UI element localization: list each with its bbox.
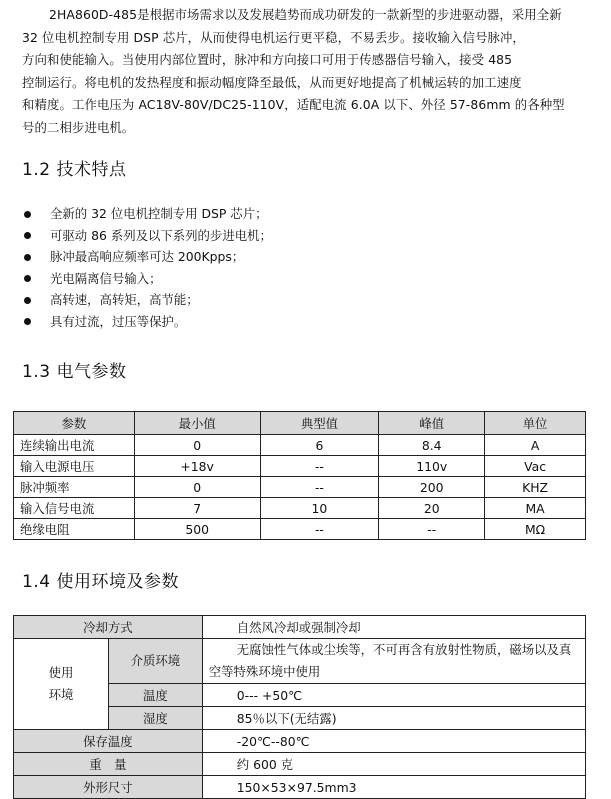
table-cell: 110v bbox=[379, 456, 485, 477]
table-cell: A bbox=[485, 435, 586, 456]
bullet-icon bbox=[24, 275, 31, 282]
table-cell: 连续输出电流 bbox=[14, 435, 135, 456]
list-item bbox=[22, 246, 272, 268]
table-label-cell: 保存温度 bbox=[14, 730, 203, 753]
table-cell: 绝缘电阻 bbox=[14, 519, 135, 540]
table-row bbox=[14, 730, 586, 753]
list-item-text: 可驱动 86 系列及以下系列的步进电机； bbox=[50, 227, 272, 243]
section-title-electrical: 1.3 电气参数 bbox=[22, 362, 127, 382]
table-header: 峰值 bbox=[379, 412, 485, 435]
section-title-features: 1.2 技术特点 bbox=[22, 160, 127, 180]
table-cell: 500 bbox=[134, 519, 260, 540]
intro-line: 控制运行。将电机的发热程度和振动幅度降至最低，从而更好地提高了机械运转的加工速度 bbox=[22, 74, 522, 90]
table-label-cell: 外形尺寸 bbox=[14, 776, 203, 799]
table-cell: +18v bbox=[134, 456, 260, 477]
bullet-icon bbox=[24, 297, 31, 304]
table-cell: 无腐蚀性气体或尘埃等，不可再含有放射性物质，磁场以及真空等特殊环境中使用 bbox=[202, 639, 585, 684]
table-row bbox=[14, 753, 586, 776]
list-item bbox=[22, 225, 272, 247]
table-label-cell: 介质环境 bbox=[108, 639, 202, 684]
table-label-cell: 冷却方式 bbox=[14, 616, 203, 639]
table-cell: 脉冲频率 bbox=[14, 477, 135, 498]
table-row bbox=[14, 498, 586, 519]
table-cell: Vac bbox=[485, 456, 586, 477]
table-row bbox=[14, 639, 586, 684]
table-header: 典型值 bbox=[260, 412, 379, 435]
table-cell: 0--- +50℃ bbox=[202, 684, 585, 707]
table-cell: -- bbox=[379, 519, 485, 540]
section-title-environment: 1.4 使用环境及参数 bbox=[22, 572, 179, 592]
list-item bbox=[22, 289, 272, 311]
table-label-cell: 重 量 bbox=[14, 753, 203, 776]
table-cell: -- bbox=[260, 477, 379, 498]
table-header: 单位 bbox=[485, 412, 586, 435]
table-cell: -- bbox=[260, 519, 379, 540]
table-cell: 6 bbox=[260, 435, 379, 456]
table-cell: 0 bbox=[134, 435, 260, 456]
environment-params-table bbox=[13, 615, 586, 799]
bullet-icon bbox=[24, 211, 31, 218]
intro-line: 32 位电机控制专用 DSP 芯片，从而使得电机运行更平稳，不易丢步。接收输入信号脉冲， bbox=[22, 29, 525, 45]
table-cell: KHZ bbox=[485, 477, 586, 498]
table-cell: 20 bbox=[379, 498, 485, 519]
table-cell: 8.4 bbox=[379, 435, 485, 456]
intro-line: 号的二相步进电机。 bbox=[22, 119, 135, 135]
intro-paragraph bbox=[22, 4, 592, 140]
list-item-text: 脉冲最高响应频率可达 200Kpps； bbox=[50, 249, 245, 265]
table-header: 参数 bbox=[14, 412, 135, 435]
table-header: 最小值 bbox=[134, 412, 260, 435]
bullet-icon bbox=[24, 254, 31, 261]
table-row bbox=[14, 616, 586, 639]
electrical-params-table bbox=[13, 411, 586, 540]
intro-line: 和精度。工作电压为 AC18V-80V/DC25-110V，适配电流 6.0A 以下、外径 57-86mm 的各种型 bbox=[22, 97, 565, 113]
list-item bbox=[22, 311, 272, 333]
features-list bbox=[22, 203, 272, 333]
table-row bbox=[14, 519, 586, 540]
table-cell: 200 bbox=[379, 477, 485, 498]
table-cell: -20℃--80℃ bbox=[202, 730, 585, 753]
table-cell: 150×53×97.5mm3 bbox=[202, 776, 585, 799]
intro-line: 2HA860D-485是根据市场需求以及发展趋势而成功研发的一款新型的步进驱动器，采用全新 bbox=[49, 7, 562, 22]
list-item-text: 光电隔离信号输入； bbox=[50, 270, 162, 286]
table-cell: -- bbox=[260, 456, 379, 477]
table-cell: 输入信号电流 bbox=[14, 498, 135, 519]
list-item-text: 全新的 32 位电机控制专用 DSP 芯片； bbox=[50, 206, 268, 221]
table-cell: MA bbox=[485, 498, 586, 519]
bullet-icon bbox=[24, 232, 31, 239]
table-header-row bbox=[14, 412, 586, 435]
list-item bbox=[22, 203, 272, 225]
table-row bbox=[14, 435, 586, 456]
intro-line: 方向和使能输入。当使用内部位置时，脉冲和方向接口可用于传感器信号输入，接受 485 bbox=[22, 52, 513, 68]
table-cell: 输入电源电压 bbox=[14, 456, 135, 477]
table-cell: 85％以下(无结露) bbox=[202, 707, 585, 730]
table-row bbox=[14, 456, 586, 477]
table-row bbox=[14, 776, 586, 799]
table-cell: MΩ bbox=[485, 519, 586, 540]
table-cell: 约 600 克 bbox=[202, 753, 585, 776]
table-label-cell: 湿度 bbox=[108, 707, 202, 730]
table-cell: 7 bbox=[134, 498, 260, 519]
table-label-cell: 温度 bbox=[108, 684, 202, 707]
bullet-icon bbox=[24, 318, 31, 325]
table-row bbox=[14, 477, 586, 498]
table-label-cell: 使用环境 bbox=[14, 639, 109, 730]
table-cell: 自然风冷却或强制冷却 bbox=[202, 616, 585, 639]
list-item-text: 高转速，高转矩，高节能； bbox=[50, 292, 199, 308]
list-item-text: 具有过流，过压等保护。 bbox=[50, 313, 187, 329]
list-item bbox=[22, 268, 272, 290]
table-cell: 10 bbox=[260, 498, 379, 519]
table-cell: 0 bbox=[134, 477, 260, 498]
